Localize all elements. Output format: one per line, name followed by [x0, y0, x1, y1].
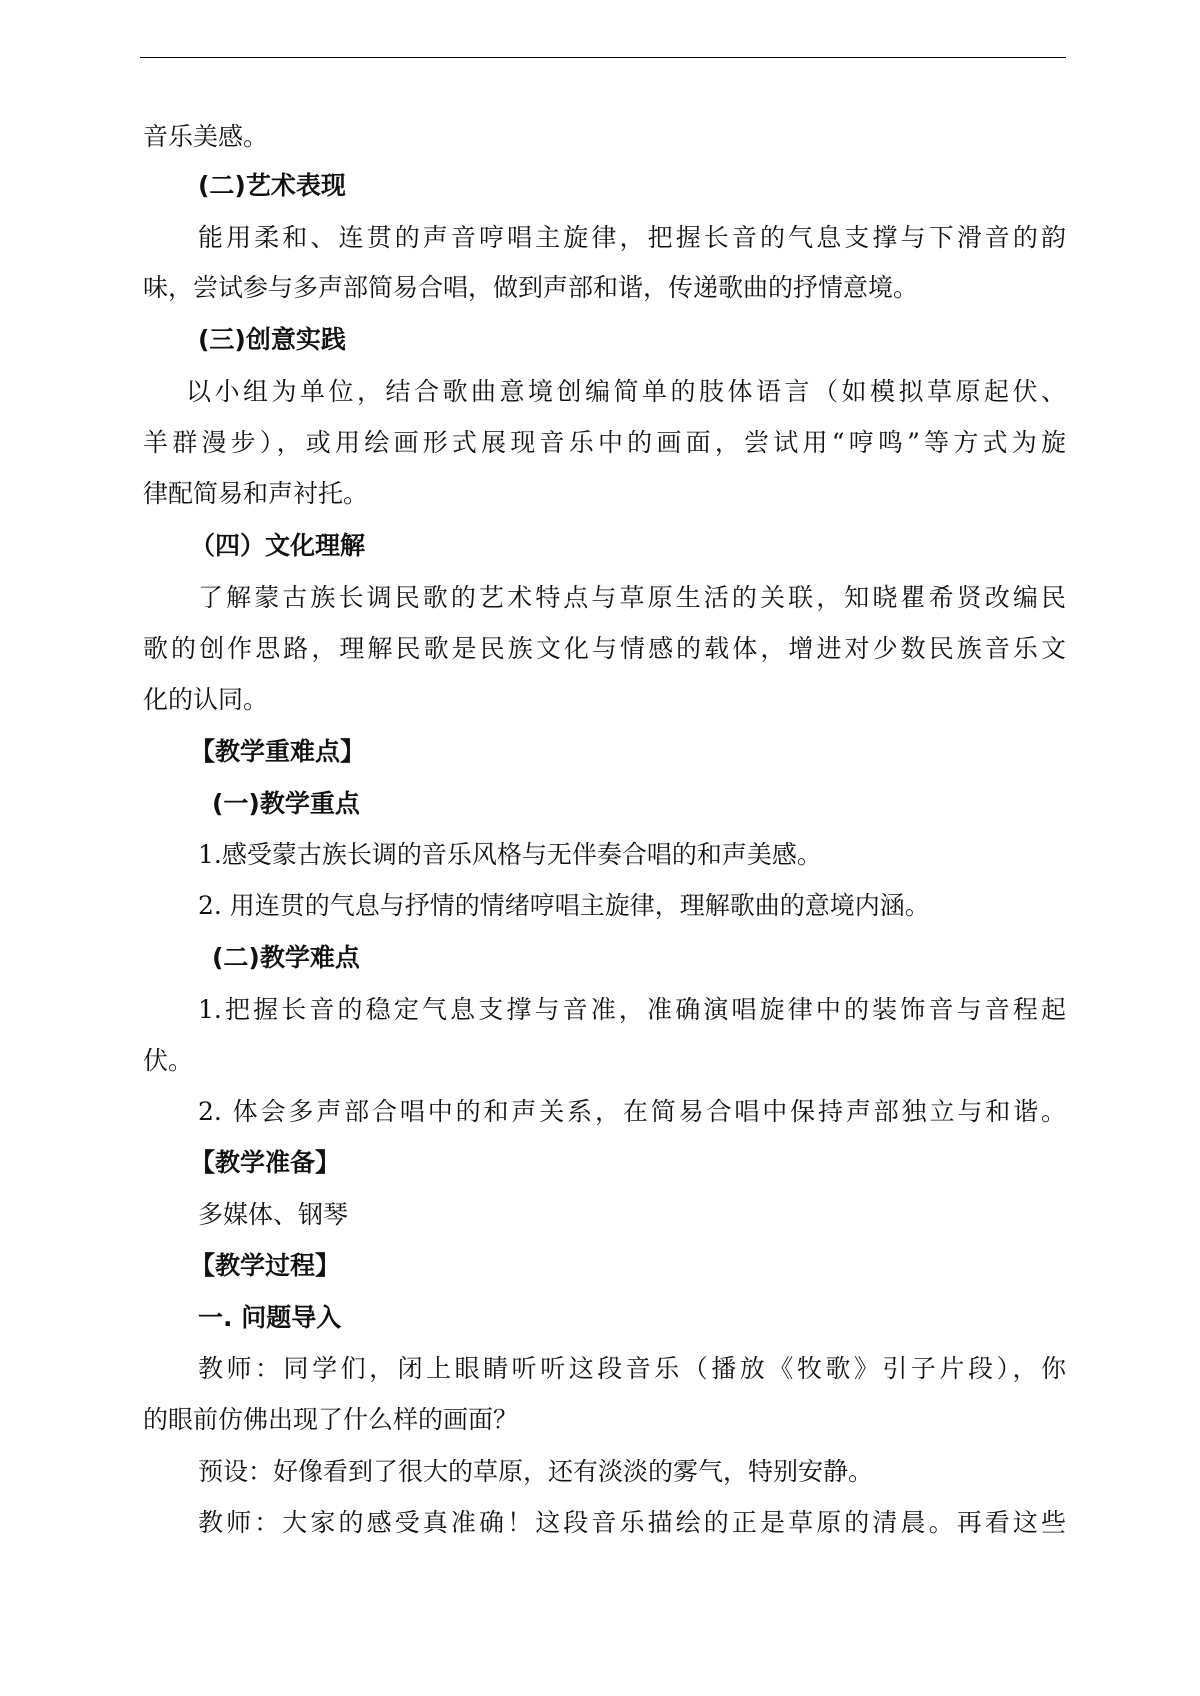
subsection-heading-key-points: (一)教学重点 [212, 789, 360, 818]
paragraph-line: 的眼前仿佛出现了什么样的画面？ [143, 1405, 519, 1434]
paragraph-line: 预设：好像看到了很大的草原，还有淡淡的雾气，特别安静。 [198, 1457, 874, 1486]
subsection-heading-question-intro: 一. 问题导入 [198, 1303, 342, 1332]
list-item-continuation: 伏。 [143, 1046, 194, 1075]
paragraph-line: 歌的创作思路，理解民歌是民族文化与情感的载体，增进对少数民族音乐文 [143, 634, 1066, 663]
list-item: 2. 体会多声部合唱中的和声关系，在简易合唱中保持声部独立与和谐。 [198, 1097, 1066, 1126]
header-rule [140, 57, 1066, 58]
section-heading-artistic-expression: (二)艺术表现 [198, 171, 346, 200]
paragraph-line: 羊群漫步），或用绘画形式展现音乐中的画面，尝试用“哼鸣”等方式为旋 [143, 428, 1066, 457]
section-heading-cultural-understanding: （四）文化理解 [190, 531, 366, 560]
paragraph-line: 教师：大家的感受真准确！这段音乐描绘的正是草原的清晨。再看这些 [198, 1508, 1066, 1537]
list-item: 2. 用连贯的气息与抒情的情绪哼唱主旋律，理解歌曲的意境内涵。 [198, 891, 930, 920]
section-heading-teaching-process: 【教学过程】 [190, 1251, 341, 1280]
paragraph-line: 化的认同。 [143, 685, 269, 714]
section-heading-creative-practice: (三)创意实践 [198, 325, 346, 354]
subsection-heading-difficult-points: (二)教学难点 [212, 943, 360, 972]
paragraph-line: 以小组为单位，结合歌曲意境创编简单的肢体语言（如模拟草原起伏、 [186, 377, 1066, 406]
paragraph-line: 教师：同学们，闭上眼睛听听这段音乐（播放《牧歌》引子片段），你 [198, 1354, 1066, 1383]
list-item: 1.把握长音的稳定气息支撑与音准，准确演唱旋律中的装饰音与音程起 [198, 995, 1066, 1024]
section-heading-teaching-preparation: 【教学准备】 [190, 1148, 341, 1177]
paragraph-line: 多媒体、钢琴 [198, 1200, 349, 1229]
paragraph-line: 了解蒙古族长调民歌的艺术特点与草原生活的关联，知晓瞿希贤改编民 [198, 583, 1066, 612]
list-item: 1.感受蒙古族长调的音乐风格与无伴奏合唱的和声美感。 [198, 840, 822, 869]
paragraph-line: 味，尝试参与多声部简易合唱，做到声部和谐，传递歌曲的抒情意境。 [143, 273, 919, 302]
paragraph-line: 音乐美感。 [143, 122, 269, 151]
section-heading-key-difficult-points: 【教学重难点】 [190, 737, 366, 766]
paragraph-line: 能用柔和、连贯的声音哼唱主旋律，把握长音的气息支撑与下滑音的韵 [198, 223, 1066, 252]
paragraph-line: 律配简易和声衬托。 [143, 479, 369, 508]
